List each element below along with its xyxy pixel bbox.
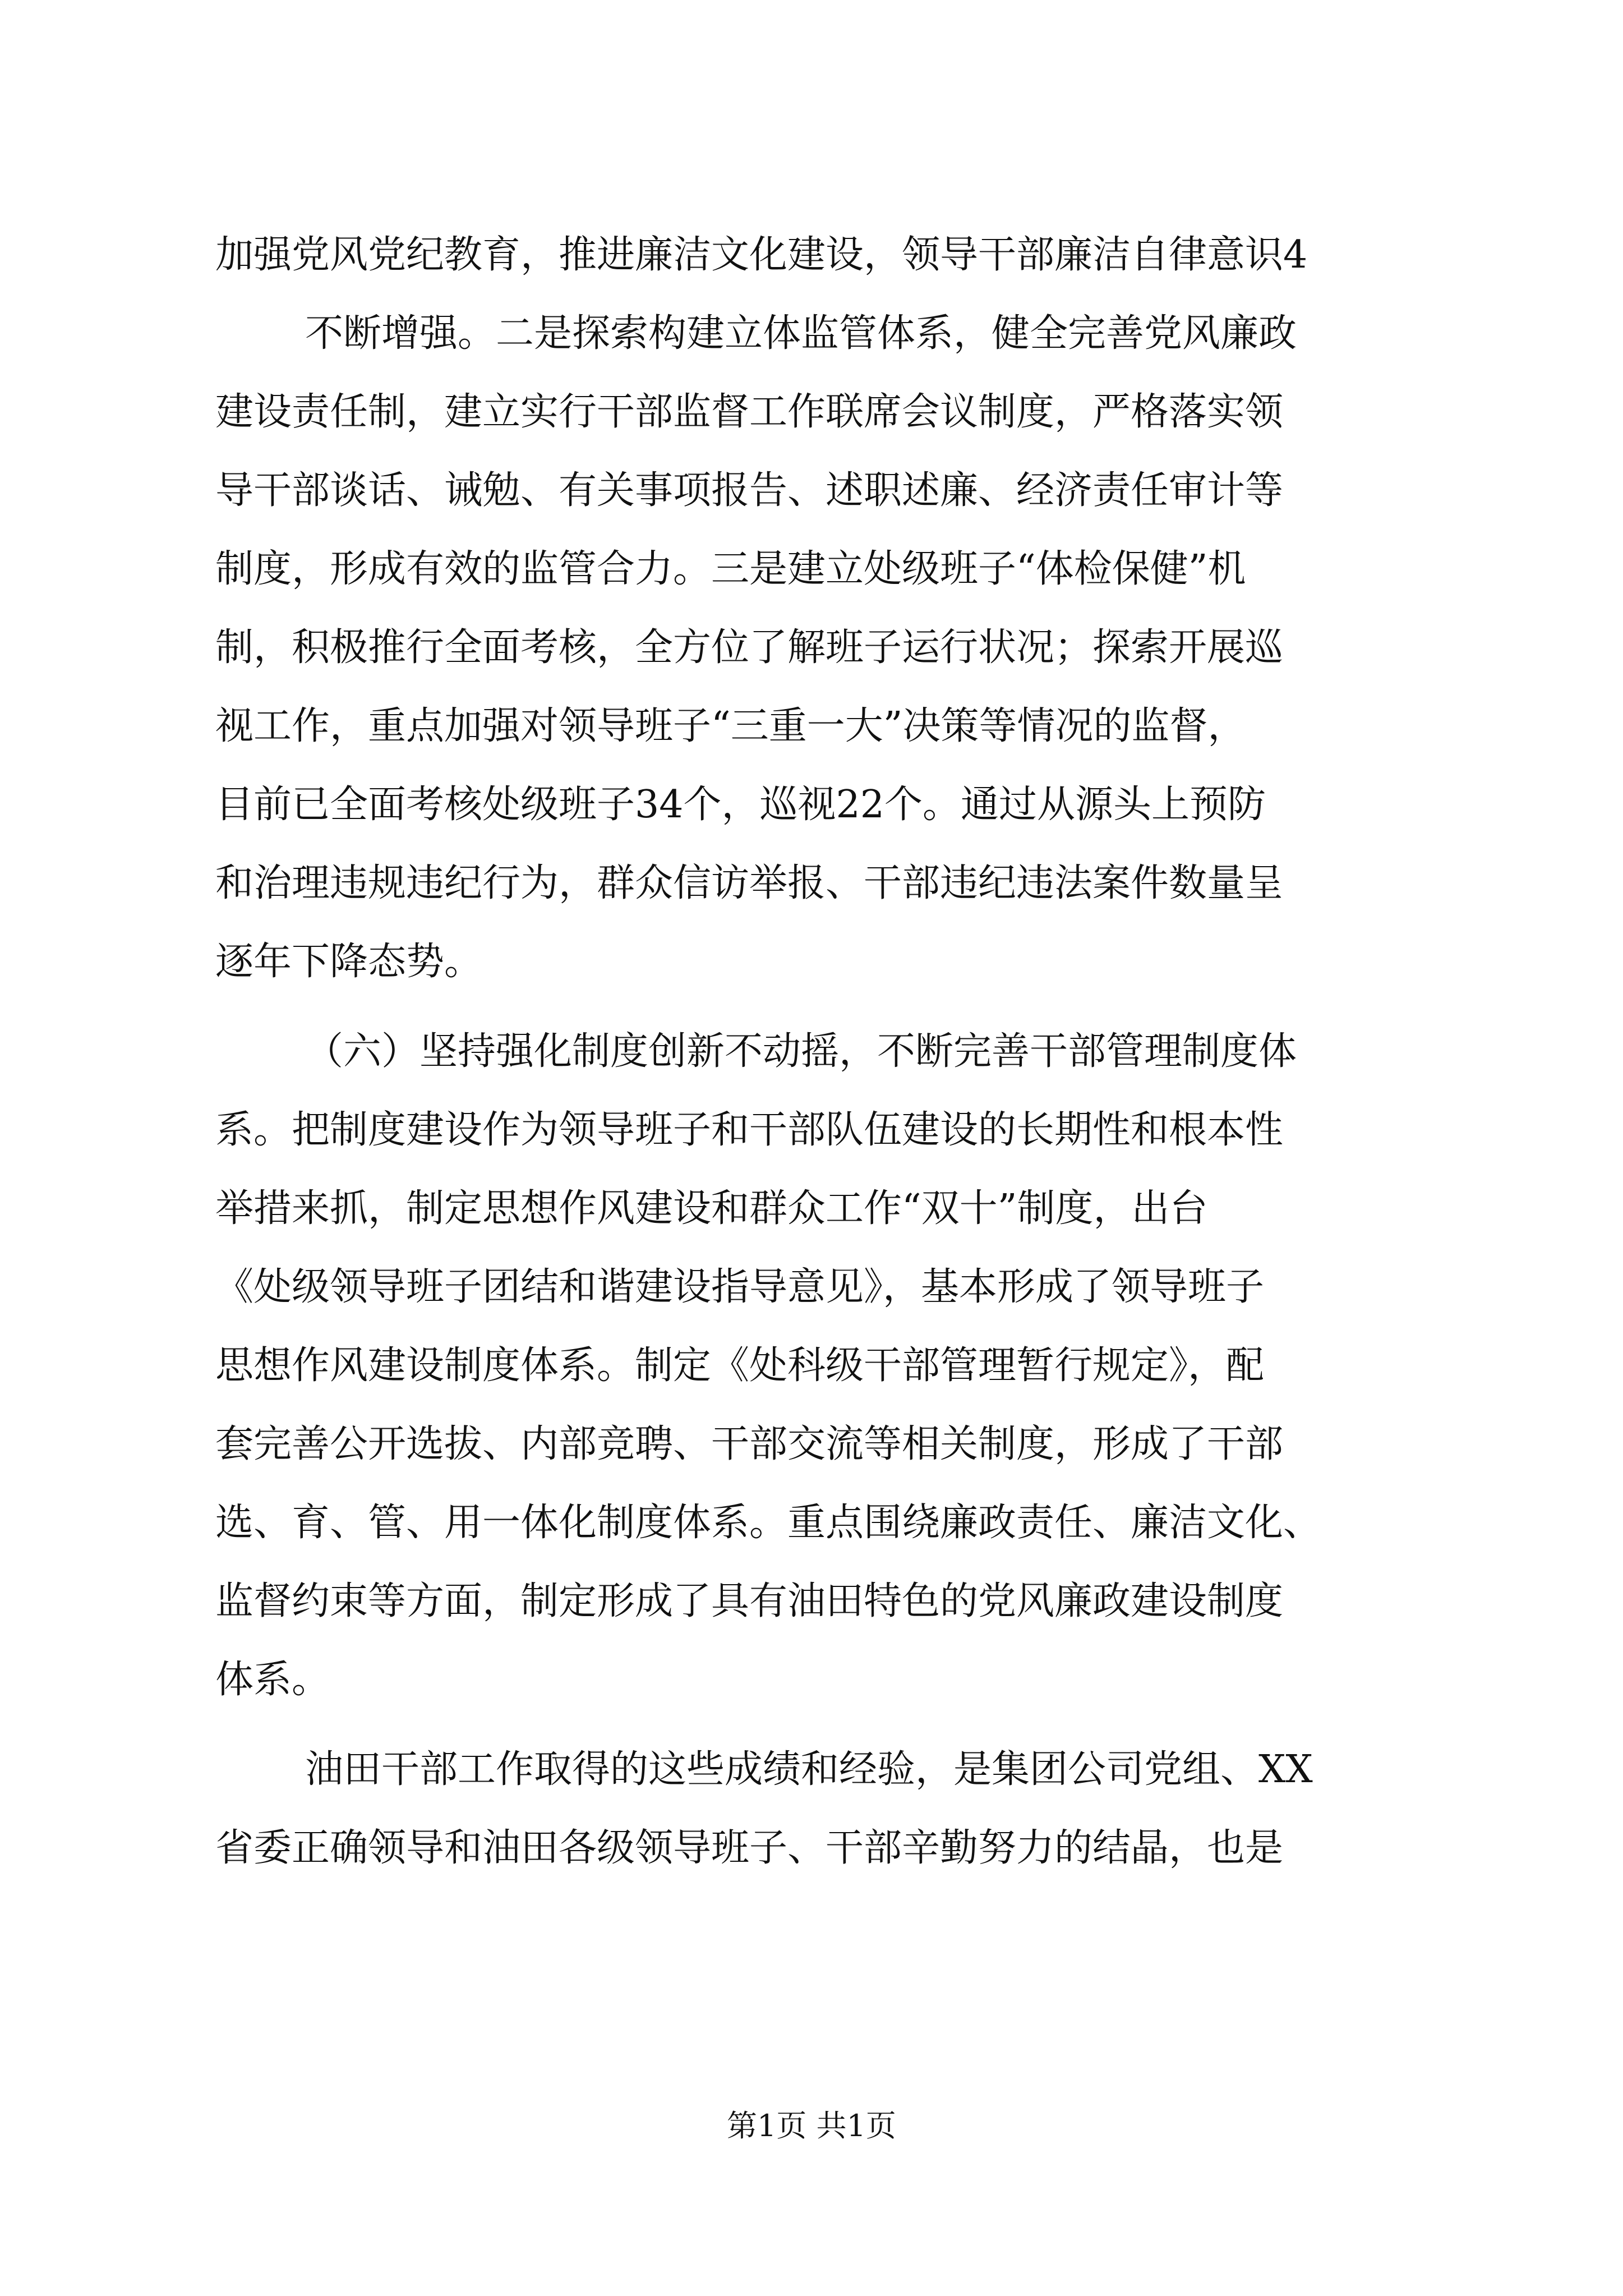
text-line: 制度，形成有效的监管合力。三是建立处级班子“体检保健”机 [215,547,1246,591]
text-line: 体系。 [215,1658,330,1702]
text-line: 和治理违规违纪行为，群众信访举报、干部违纪违法案件数量呈 [215,861,1284,905]
text-line: 套完善公开选拔、内部竞聘、干部交流等相关制度，形成了干部 [215,1422,1284,1466]
text-line: 建设责任制，建立实行干部监督工作联席会议制度，严格落实领 [215,390,1284,434]
text-line: 导干部谈话、诫勉、有关事项报告、述职述廉、经济责任审计等 [215,468,1284,513]
text-line: 目前已全面考核处级班子34个，巡视22个。通过从源头上预防 [215,783,1266,827]
text-line: 监督约束等方面，制定形成了具有油田特色的党风廉政建设制度 [215,1579,1284,1623]
text-line: 系。把制度建设作为领导班子和干部队伍建设的长期性和根本性 [215,1108,1284,1152]
text-line: 思想作风建设制度体系。制定《处科级干部管理暂行规定》，配 [215,1343,1265,1388]
text-line: 制，积极推行全面考核，全方位了解班子运行状况；探索开展巡 [215,625,1284,670]
text-line: 不断增强。二是探索构建立体监管体系，健全完善党风廉政 [305,311,1297,356]
text-line: 举措来抓，制定思想作风建设和群众工作“双十”制度，出台 [215,1186,1208,1231]
text-line: 加强党风党纪教育，推进廉洁文化建设，领导干部廉洁自律意识4 [215,233,1308,277]
text-line: 选、育、管、用一体化制度体系。重点围绕廉政责任、廉洁文化、 [215,1501,1322,1545]
text-line: 视工作，重点加强对领导班子“三重一大”决策等情况的监督， [215,704,1246,748]
page-number: 第1页 共1页 [727,2108,896,2143]
text-line: 油田干部工作取得的这些成绩和经验，是集团公司党组、XX [305,1747,1313,1792]
text-line: 省委正确领导和油田各级领导班子、干部辛勤努力的结晶，也是 [215,1826,1284,1870]
text-line: 逐年下降态势。 [215,940,483,984]
text-line: 《处级领导班子团结和谐建设指导意见》，基本形成了领导班子 [215,1265,1265,1309]
section-heading-line: （六）坚持强化制度创新不动摇，不断完善干部管理制度体 [305,1029,1297,1074]
